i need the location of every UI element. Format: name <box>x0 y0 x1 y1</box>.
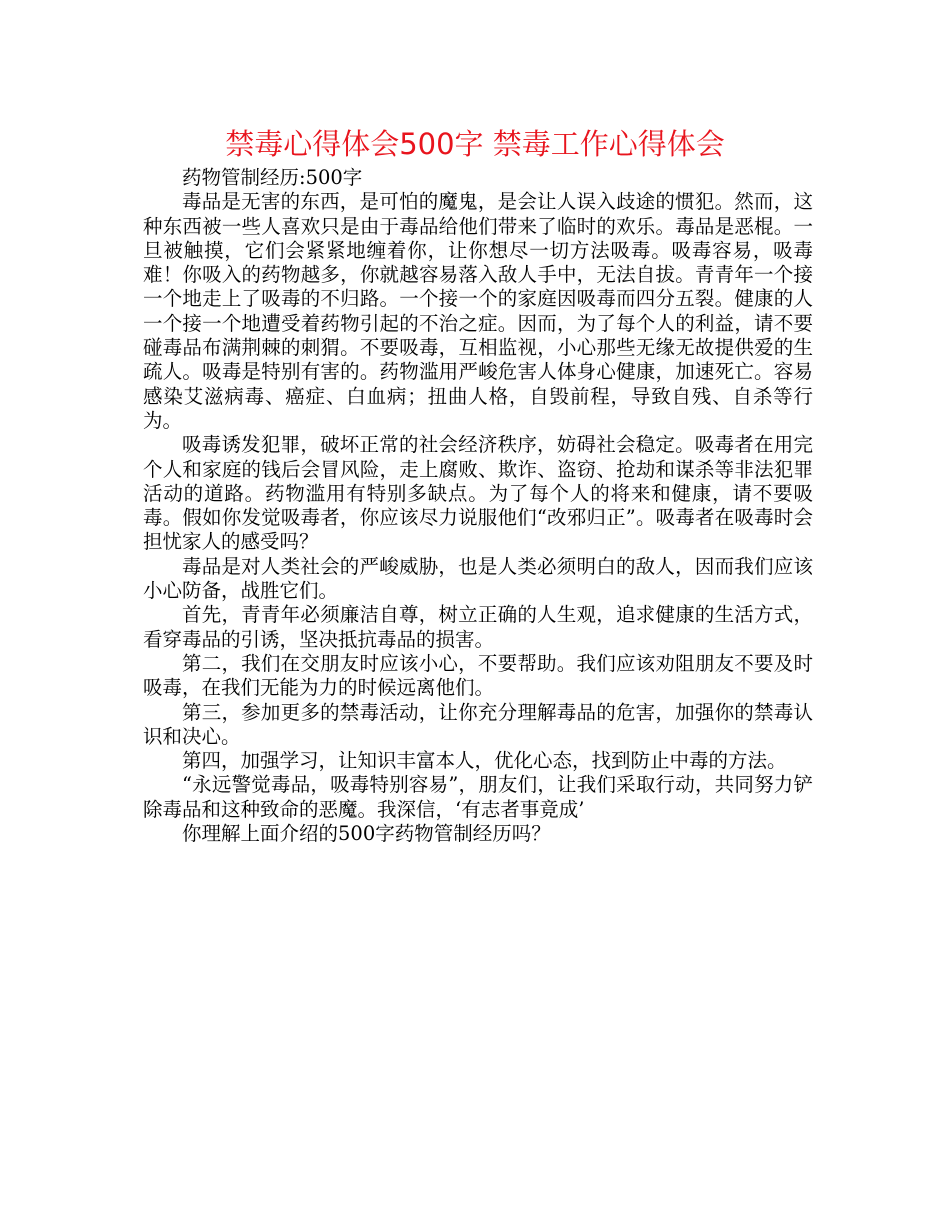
paragraph-5: 第二，我们在交朋友时应该小心，不要帮助。我们应该劝阻朋友不要及时吸毒，在我们无能为力的时候远离他们。 <box>143 651 813 700</box>
paragraph-3: 毒品是对人类社会的严峻威胁，也是人类必须明白的敌人，因而我们应该小心防备，战胜它们。 <box>143 554 813 603</box>
paragraph-1: 毒品是无害的东西，是可怕的魔鬼，是会让人误入歧途的惯犯。然而，这种东西被一些人喜欢只是由于毒品给他们带来了临时的欢乐。毒品是恶棍。一旦被触摸，它们会紧紧地缠着你，让你想尽一切方法吸毒。吸毒容易，吸毒难！你吸入的药物越多，你就越容易落入敌人手中，无法自拔。青青年一个接一个地走上了吸毒的不归路。一个接一个的家庭因吸毒而四分五裂。健康的人一个接一个地遭受着药物引起的不治之症。因而，为了每个人的利益，请不要碰毒品布满荆棘的刺猬。不要吸毒，互相监视，小心那些无缘无故提供爱的生疏人。吸毒是特别有害的。药物滥用严峻危害人体身心健康，加速死亡。容易感染艾滋病毒、癌症、白血病；扭曲人格，自毁前程，导致自残、自杀等行为。 <box>143 190 813 432</box>
paragraph-8: “永远警觉毒品，吸毒特别容易”，朋友们，让我们采取行动，共同努力铲除毒品和这种致命的恶魔。我深信，‘有志者事竟成’ <box>143 773 813 821</box>
paragraph-9: 你理解上面介绍的500字药物管制经历吗？ <box>182 822 551 846</box>
document-title: 禁毒心得体会500字 禁毒工作心得体会 <box>225 127 725 161</box>
paragraph-7: 第四，加强学习，让知识丰富本人，优化心态，找到防止中毒的方法。 <box>182 749 787 773</box>
paragraph-4: 首先，青青年必须廉洁自尊，树立正确的人生观，追求健康的生活方式，看穿毒品的引诱，坚决抵抗毒品的损害。 <box>143 603 813 651</box>
paragraph-6: 第三，参加更多的禁毒活动，让你充分理解毒品的危害，加强你的禁毒认识和决心。 <box>143 700 813 748</box>
document-subtitle: 药物管制经历:500字 <box>182 166 363 189</box>
document-body <box>143 166 813 846</box>
paragraph-2: 吸毒诱发犯罪，破坏正常的社会经济秩序，妨碍社会稳定。吸毒者在用完个人和家庭的钱后会冒风险，走上腐败、欺诈、盗窃、抢劫和谋杀等非法犯罪活动的道路。药物滥用有特别多缺点。为了每个人的将来和健康，请不要吸毒。假如你发觉吸毒者，你应该尽力说服他们“改邪归正”。吸毒者在吸毒时会担忧家人的感受吗？ <box>143 433 813 554</box>
